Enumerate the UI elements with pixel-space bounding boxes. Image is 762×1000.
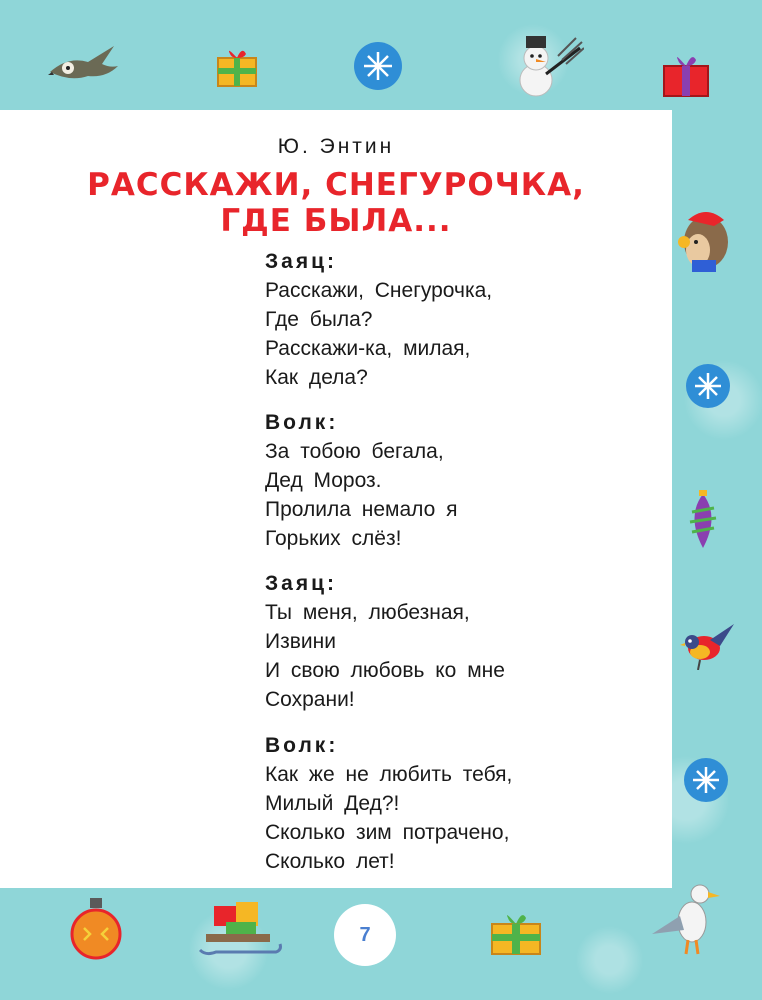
poem-line: Где была? [265,308,373,331]
snowflake-icon [352,40,404,92]
poem-line: Сколько лет! [265,850,395,873]
page-number: 7 [334,904,396,966]
author-name: Ю. Энтин [277,135,395,158]
speaker-label: Волк: [265,734,339,757]
gift-icon [214,44,260,90]
stanza-3 [265,569,505,714]
poem-line: Пролила немало я [265,498,458,521]
poem-line: Расскажи-ка, милая, [265,337,471,360]
poem-line: Расскажи, Снегурочка, [265,279,493,302]
snowflake-icon [684,362,732,410]
sled-icon [196,896,284,960]
poem-line: Сохрани! [265,688,355,711]
poem-line: За тобою бегала, [265,440,444,463]
ornament-ball-icon [70,898,122,962]
stanza-1 [265,247,492,392]
stanza-2 [265,408,458,553]
speaker-label: Волк: [265,411,339,434]
seagull-icon [650,876,720,956]
poem-line: Извини [265,630,336,653]
poem-line: Горьких слёз! [265,527,402,550]
poem-line: Как дела? [265,366,368,389]
poem-line: Сколько зим потрачено, [265,821,510,844]
bird-icon [680,618,734,670]
gift-icon [488,906,544,958]
speaker-label: Заяц: [265,250,337,273]
bird-icon [48,42,122,86]
hedgehog-icon [674,206,732,282]
snowman-icon [500,34,584,98]
poem-line: И свою любовь ко мне [265,659,505,682]
ornament-icon [686,490,720,552]
gift-icon [660,48,712,100]
poem-title [0,167,672,239]
poem-line: Дед Мороз. [265,469,382,492]
poem-line: Милый Дед?! [265,792,400,815]
poem-line: Ты меня, любезная, [265,601,470,624]
poem-title-line-2: ГДЕ БЫЛА... [220,203,452,239]
snowflake-icon [682,756,730,804]
speaker-label: Заяц: [265,572,337,595]
stanza-4 [265,731,512,876]
poem-line: Как же не любить тебя, [265,763,513,786]
poem-title-line-1: РАССКАЖИ, СНЕГУРОЧКА, [87,167,585,203]
